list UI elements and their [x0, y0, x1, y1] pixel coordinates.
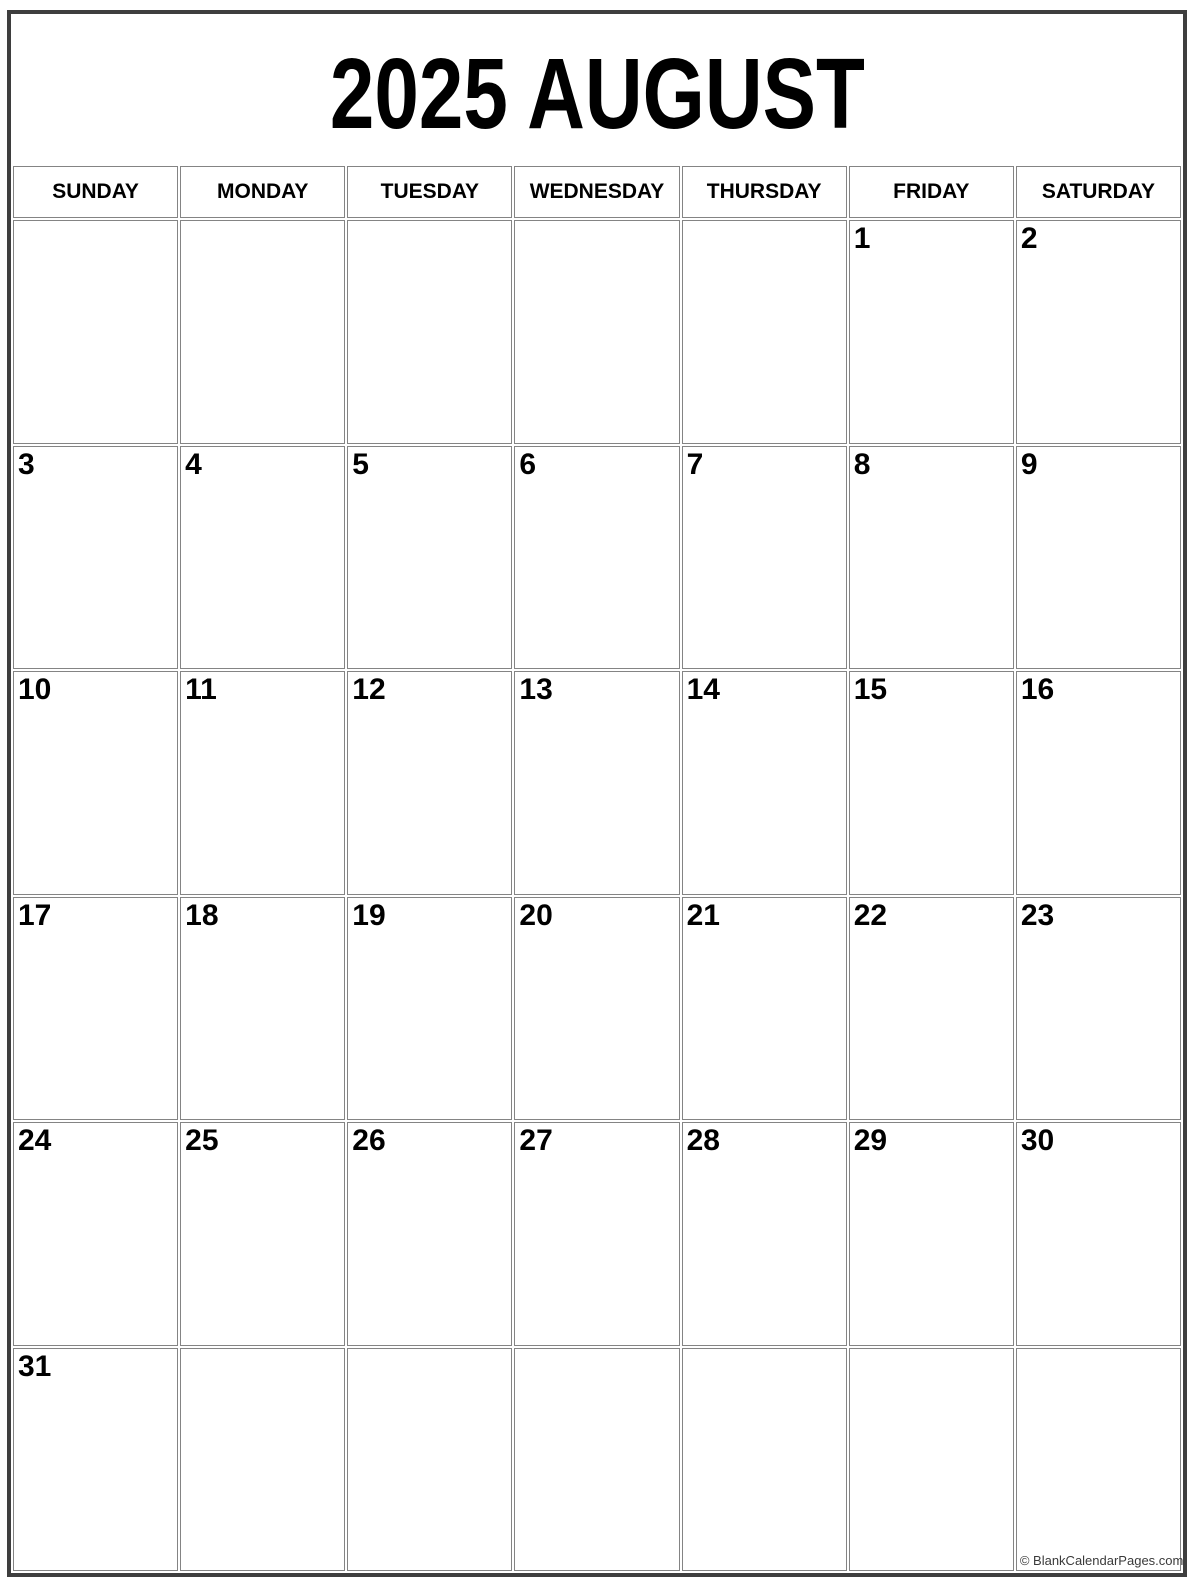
- day-cell: [13, 897, 178, 1121]
- day-cell: [682, 897, 847, 1121]
- date-number: 11: [185, 673, 217, 706]
- date-number: 5: [352, 447, 369, 481]
- day-cell: [849, 1348, 1014, 1572]
- date-number: 9: [1020, 447, 1038, 481]
- day-cell: [347, 446, 512, 670]
- weekday-header-row: [13, 166, 1181, 218]
- day-cell: [13, 446, 178, 670]
- calendar-title: 2025 AUGUST: [329, 38, 865, 150]
- date-number: 30: [1020, 1124, 1055, 1157]
- day-cell: [180, 897, 345, 1121]
- week-row-5: [13, 1122, 1181, 1346]
- date-number: [181, 1349, 344, 1352]
- date-number: 20: [519, 898, 553, 932]
- date-number: 17: [18, 898, 52, 932]
- date-number: 19: [352, 898, 386, 932]
- date-number: [348, 1349, 511, 1352]
- day-cell: [682, 1122, 847, 1346]
- day-cell: [180, 1348, 345, 1572]
- date-number: 31: [18, 1349, 52, 1383]
- day-cell: [514, 1348, 679, 1572]
- day-cell: [1016, 446, 1181, 670]
- day-cell: [13, 1122, 178, 1346]
- date-number: 8: [853, 447, 871, 481]
- calendar-sheet: [7, 10, 1187, 1577]
- weekday-header-tuesday: TUESDAY: [347, 166, 512, 218]
- week-row-2: [13, 446, 1181, 670]
- day-cell: [1016, 671, 1181, 895]
- weekday-header-thursday: THURSDAY: [682, 166, 847, 218]
- date-number: 18: [185, 898, 219, 932]
- date-number: 28: [686, 1124, 720, 1157]
- day-cell: [13, 1348, 178, 1572]
- day-cell: [347, 897, 512, 1121]
- weekday-header-saturday: SATURDAY: [1016, 166, 1181, 218]
- day-cell: [180, 446, 345, 670]
- day-cell: [13, 671, 178, 895]
- date-number: 6: [519, 447, 537, 481]
- title-area: [11, 14, 1183, 164]
- date-number: [515, 1349, 678, 1352]
- day-cell: [514, 897, 679, 1121]
- date-number: 2: [1020, 222, 1038, 255]
- date-number: [850, 1349, 1013, 1352]
- date-number: [14, 221, 177, 224]
- date-number: 10: [18, 673, 52, 706]
- date-number: 7: [686, 447, 704, 481]
- date-number: 4: [185, 447, 202, 481]
- date-number: 24: [18, 1124, 52, 1157]
- day-cell: [849, 1122, 1014, 1346]
- date-number: 14: [686, 673, 720, 706]
- day-cell: [1016, 1348, 1184, 1572]
- weekday-header-wednesday: WEDNESDAY: [514, 166, 679, 218]
- date-number: 22: [853, 898, 888, 932]
- date-number: [348, 221, 511, 224]
- weekday-header-sunday: SUNDAY: [13, 166, 178, 218]
- day-cell: [347, 671, 512, 895]
- date-number: 29: [853, 1124, 888, 1157]
- day-cell: [347, 220, 512, 444]
- date-number: [1017, 1349, 1180, 1352]
- week-row-1: [13, 220, 1181, 444]
- day-cell: [682, 220, 847, 444]
- date-number: 16: [1020, 673, 1055, 706]
- day-cell: [180, 220, 345, 444]
- date-number: [683, 1349, 846, 1352]
- day-cell: [514, 671, 679, 895]
- day-cell: [682, 446, 847, 670]
- day-cell: [1016, 897, 1181, 1121]
- day-cell: [682, 1348, 847, 1572]
- day-cell: [347, 1348, 512, 1572]
- date-number: 25: [185, 1124, 219, 1157]
- day-cell: [514, 446, 679, 670]
- date-number: [181, 221, 344, 224]
- day-cell: [849, 446, 1014, 670]
- date-number: [683, 221, 846, 224]
- day-cell: [514, 1122, 679, 1346]
- week-row-6: [13, 1348, 1181, 1572]
- day-cell: [1016, 220, 1181, 444]
- date-number: [515, 221, 678, 224]
- day-cell: [849, 671, 1014, 895]
- date-number: 26: [352, 1124, 386, 1157]
- date-number: 15: [853, 673, 888, 706]
- date-number: 23: [1020, 898, 1055, 932]
- day-cell: [682, 671, 847, 895]
- day-cell: [514, 220, 679, 444]
- weekday-header-monday: MONDAY: [180, 166, 345, 218]
- day-cell: [849, 897, 1014, 1121]
- day-cell: [180, 1122, 345, 1346]
- calendar-grid: [11, 164, 1183, 1573]
- weekday-header-friday: FRIDAY: [849, 166, 1014, 218]
- day-cell: [849, 220, 1014, 444]
- day-cell: [1016, 1122, 1181, 1346]
- date-number: 27: [519, 1124, 553, 1157]
- date-number: 3: [18, 447, 35, 481]
- date-number: 21: [686, 898, 720, 932]
- week-row-4: [13, 897, 1181, 1121]
- date-number: 13: [519, 673, 553, 706]
- date-number: 12: [352, 673, 386, 706]
- day-cell: [13, 220, 178, 444]
- date-number: 1: [853, 222, 871, 255]
- week-row-3: [13, 671, 1181, 895]
- day-cell: [347, 1122, 512, 1346]
- day-cell: [180, 671, 345, 895]
- watermark: © BlankCalendarPages.com: [1019, 1553, 1184, 1568]
